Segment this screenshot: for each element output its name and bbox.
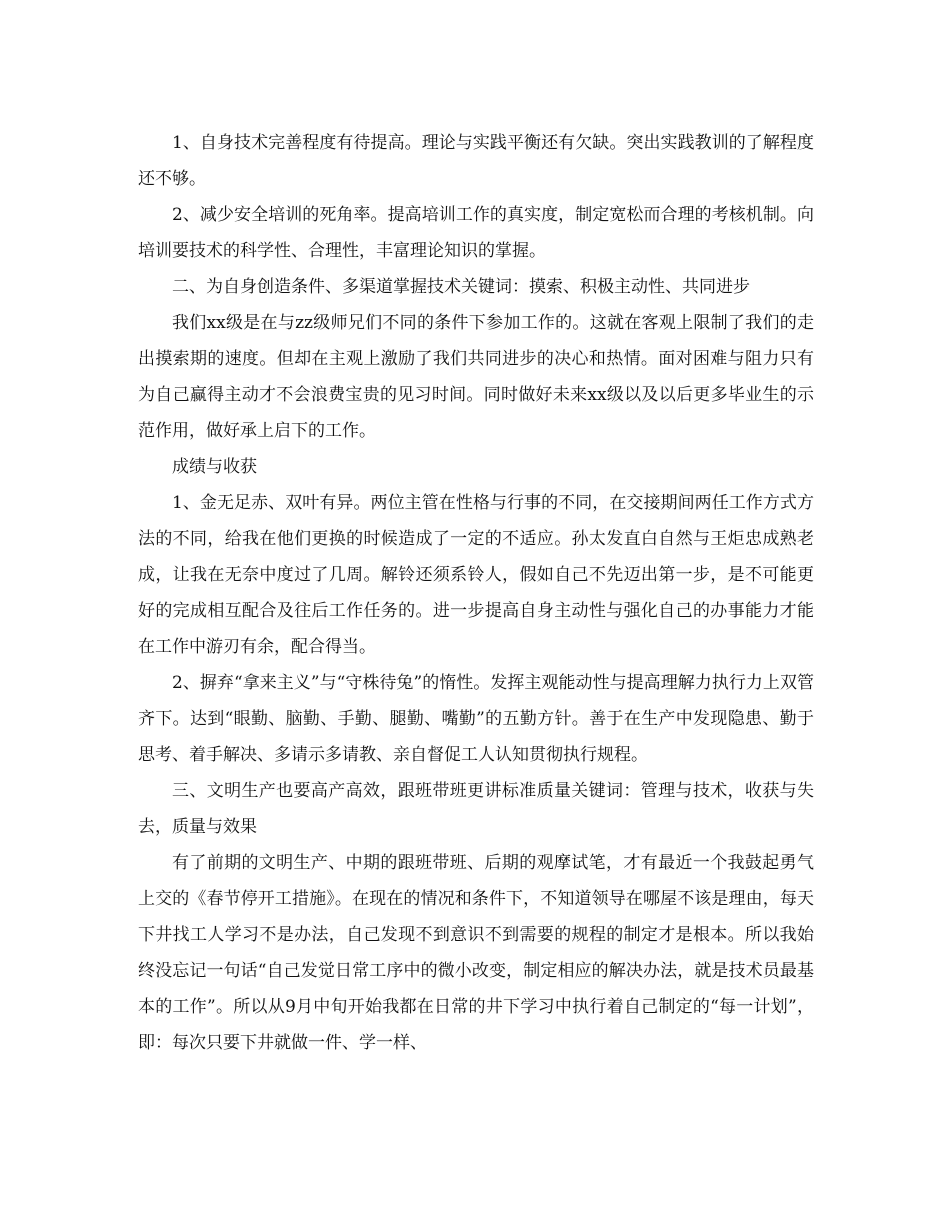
section-heading-3: 三、文明生产也要高产高效，跟班带班更讲标准质量关键词：管理与技术，收获与失去，质量与效果 bbox=[138, 781, 814, 837]
paragraph-4: 1、金无足赤、双叶有异。两位主管在性格与行事的不同，在交接期间两任工作方式方法的不同，给我在他们更换的时候造成了一定的不适应。孙太发直白自然与王炬忠成熟老成，让我在无奈中度过了几周。解铃还须系铃人，假如自己不先迈出第一步，是不可能更好的完成相互配合及往后工作任务的。进一步提高自身主动性与强化自己的办事能力才能在工作中游刃有余，配合得当。 bbox=[138, 493, 814, 657]
paragraph-1: 1、自身技术完善程度有待提高。理论与实践平衡还有欠缺。突出实践教训的了解程度还不够。 bbox=[138, 133, 814, 189]
paragraph-5: 2、摒弃“拿来主义”与“守株待兔”的惰性。发挥主观能动性与提高理解力执行力上双管齐下。达到“眼勤、脑勤、手勤、腿勤、嘴勤”的五勤方针。善于在生产中发现隐患、勤于思考、着手解决、多请示多请教、亲自督促工人认知贯彻执行规程。 bbox=[138, 673, 814, 765]
paragraph-2: 2、减少安全培训的死角率。提高培训工作的真实度，制定宽松而合理的考核机制。向培训要技术的科学性、合理性，丰富理论知识的掌握。 bbox=[138, 205, 814, 261]
section-heading-achievements: 成绩与收获 bbox=[172, 457, 257, 477]
document-body bbox=[138, 125, 814, 1061]
section-heading-2: 二、为自身创造条件、多渠道掌握技术关键词：摸索、积极主动性、共同进步 bbox=[172, 277, 750, 297]
paragraph-6: 有了前期的文明生产、中期的跟班带班、后期的观摩试笔，才有最近一个我鼓起勇气上交的《春节停开工措施》。在现在的情况和条件下，不知道领导在哪屋不该是理由，每天下井找工人学习不是办法，自己发现不到意识不到需要的规程的制定才是根本。所以我始终没忘记一句话“自己发觉日常工序中的微小改变，制定相应的解决办法，就是技术员最基本的工作”。所以从9月中旬开始我都在日常的井下学习中执行着自己制定的“每一计划”，即：每次只要下井就做一件、学一样、 bbox=[138, 853, 814, 1053]
paragraph-3: 我们xx级是在与zz级师兄们不同的条件下参加工作的。这就在客观上限制了我们的走出摸索期的速度。但却在主观上激励了我们共同进步的决心和热情。面对困难与阻力只有为自己赢得主动才不会浪费宝贵的见习时间。同时做好未来xx级以及以后更多毕业生的示范作用，做好承上启下的工作。 bbox=[138, 313, 814, 441]
